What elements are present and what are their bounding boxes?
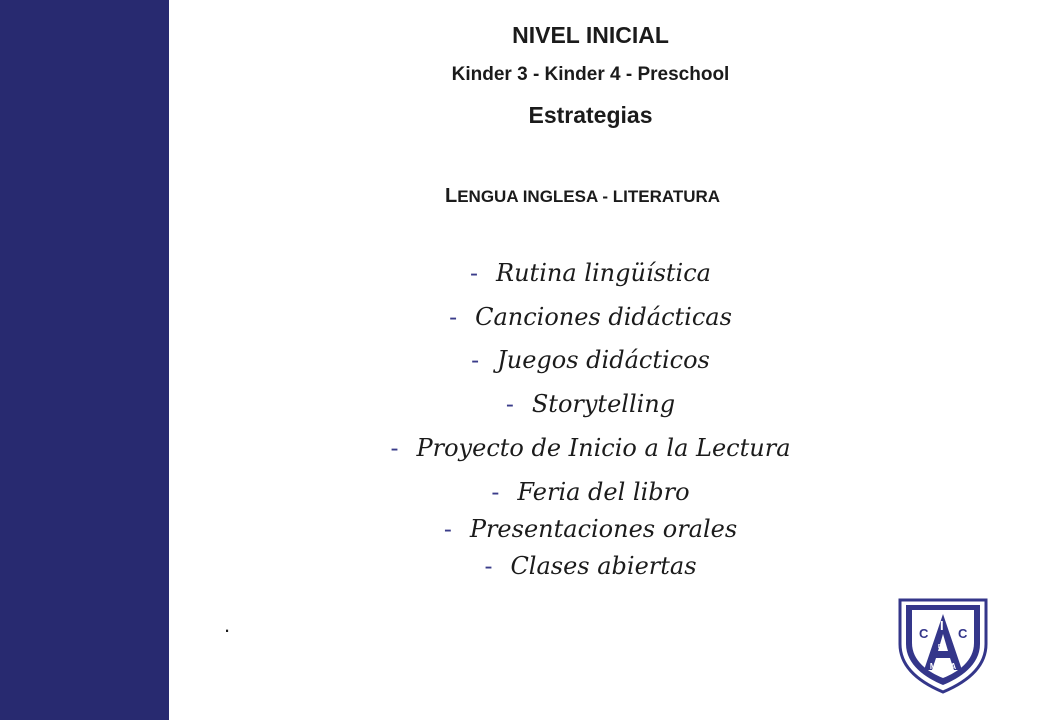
section-title-initial: L	[445, 185, 458, 207]
list-item	[169, 551, 1012, 582]
strategy-label: Rutina lingüística	[496, 259, 711, 287]
strategy-label: Juegos didácticos	[497, 346, 710, 374]
bullet-dash: -	[505, 391, 514, 418]
school-crest-logo	[898, 598, 988, 694]
strategy-label: Presentaciones orales	[469, 515, 738, 543]
strategies-heading: Estrategias	[528, 102, 653, 128]
list-item	[169, 345, 1012, 376]
bullet-dash: -	[471, 347, 480, 374]
crest-letter-right: C	[958, 626, 968, 641]
list-item	[169, 433, 1012, 464]
list-item	[169, 258, 1012, 289]
strategy-label: Storytelling	[531, 390, 676, 418]
list-item	[169, 514, 1012, 545]
bullet-dash: -	[470, 260, 479, 287]
bullet-dash: -	[390, 435, 399, 462]
list-item	[169, 302, 1012, 333]
crest-small-text: DE	[938, 644, 945, 650]
bullet-dash: -	[484, 553, 493, 580]
bullet-dash: -	[449, 304, 458, 331]
strategy-label: Proyecto de Inicio a la Lectura	[416, 434, 791, 462]
section-title	[445, 185, 720, 208]
strategy-label: Clases abiertas	[510, 552, 697, 580]
bullet-dash: -	[443, 516, 452, 543]
sidebar-band	[0, 0, 169, 720]
strategy-label: Canciones didácticas	[475, 303, 732, 331]
strategy-label: Feria del libro	[517, 478, 690, 506]
list-item	[169, 477, 1012, 508]
section-title-rest: ENGUA INGLESA - LITERATURA	[457, 187, 721, 206]
crest-bottom-text: MARIA	[929, 662, 957, 671]
crest-letter-left: C	[919, 626, 929, 641]
bullet-dash: -	[491, 479, 500, 506]
stray-dot: .	[224, 612, 231, 637]
page-title: NIVEL INICIAL	[512, 22, 669, 48]
crest-letter-mid: I	[940, 618, 944, 633]
page-subtitle: Kinder 3 - Kinder 4 - Preschool	[451, 64, 730, 85]
list-item	[169, 389, 1012, 420]
